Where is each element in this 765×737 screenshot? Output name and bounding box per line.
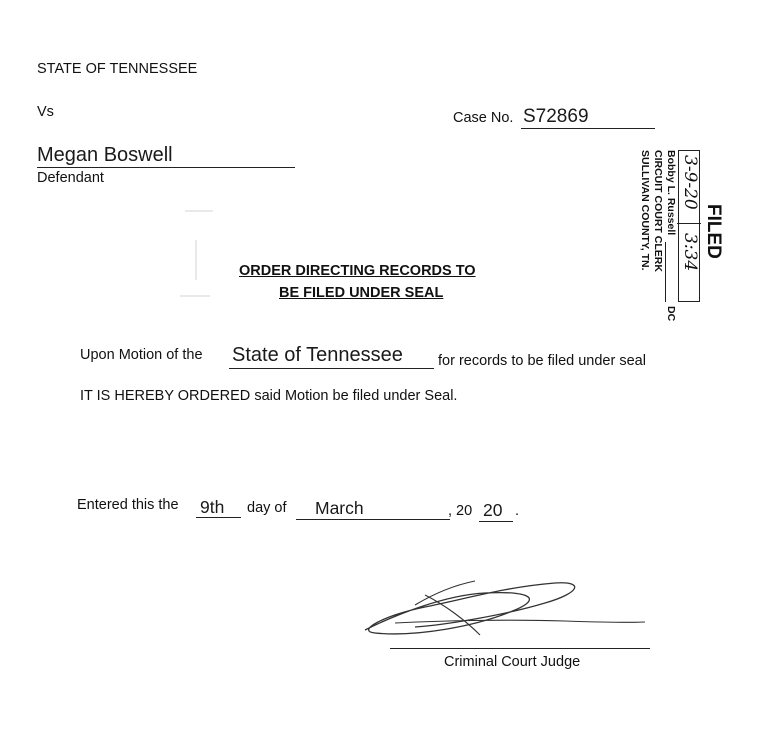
motion-party: State of Tennessee <box>232 344 403 366</box>
order-statement-caps: IT IS HEREBY ORDERED <box>80 388 251 404</box>
entered-month: March <box>315 498 364 518</box>
signature-line <box>390 648 650 649</box>
case-number-field <box>521 106 655 129</box>
defendant-name: Megan Boswell <box>37 144 173 166</box>
stamp-clerk-title: CIRCUIT COURT CLERK <box>652 150 664 272</box>
order-statement-rest: said Motion be filed under Seal. <box>254 388 458 404</box>
state-caption: STATE OF TENNESSEE <box>37 61 198 77</box>
motion-suffix: for records to be filed under seal <box>438 353 646 369</box>
case-number-value: S72869 <box>523 106 589 127</box>
signature-title: Criminal Court Judge <box>444 654 581 670</box>
stamp-divider <box>677 223 701 224</box>
entered-day-field <box>196 497 241 518</box>
defendant-label: Defendant <box>37 170 104 186</box>
order-title-line2: BE FILED UNDER SEAL <box>279 285 444 301</box>
entered-day: 9th <box>200 497 225 517</box>
stamp-date-time-box <box>678 150 700 302</box>
entered-period: . <box>515 503 520 519</box>
versus-label: Vs <box>37 104 54 120</box>
order-title-line1: ORDER DIRECTING RECORDS TO <box>239 263 476 279</box>
stamp-filed-label: FILED <box>703 204 724 259</box>
motion-party-field <box>229 344 434 369</box>
entered-month-field <box>296 498 450 520</box>
entered-year-field <box>479 500 513 522</box>
judge-signature <box>355 575 655 655</box>
case-number-label: Case No. <box>453 110 514 126</box>
filed-stamp <box>632 146 724 336</box>
entered-year-prefix: , 20 <box>448 503 473 519</box>
order-statement <box>80 388 457 404</box>
stamp-county: SULLIVAN COUNTY, TN. <box>639 150 651 271</box>
motion-prefix: Upon Motion of the <box>80 347 203 363</box>
entered-day-of: day of <box>247 500 287 516</box>
stamp-time: 3:34 <box>680 233 700 272</box>
bleed-through-marks <box>175 200 225 330</box>
entered-year: 20 <box>483 500 503 520</box>
stamp-signature-line <box>665 242 678 302</box>
defendant-name-field <box>37 143 295 168</box>
stamp-dc: DC <box>665 306 677 322</box>
stamp-clerk-name: Bobby L. Russell <box>665 150 677 236</box>
stamp-date: 3-9-20 <box>680 155 700 210</box>
entered-prefix: Entered this the <box>77 497 179 513</box>
